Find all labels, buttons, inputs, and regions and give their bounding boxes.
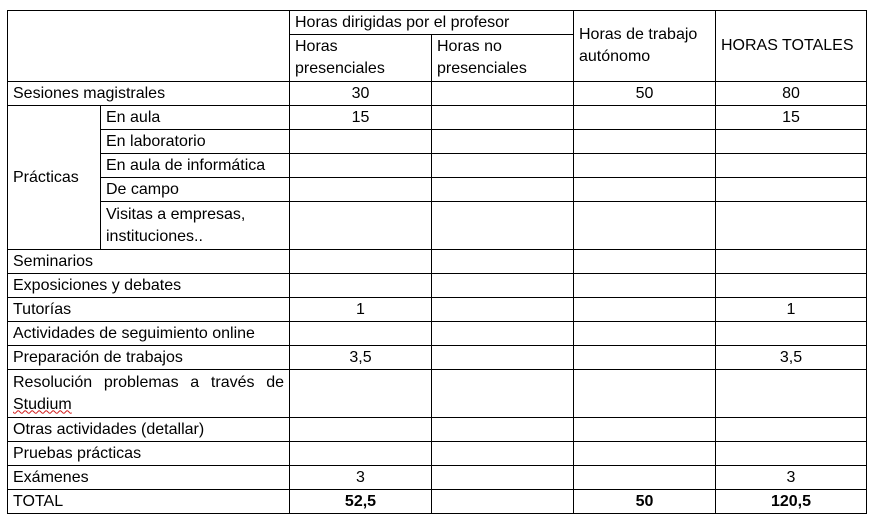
- cell-autonomo: [574, 250, 716, 274]
- cell-presenciales: [290, 370, 432, 418]
- table-row: [8, 298, 867, 322]
- cell-presenciales: [290, 418, 432, 442]
- cell-presenciales: 3,5: [290, 346, 432, 370]
- cell-presenciales: 3: [290, 466, 432, 490]
- table-row: [8, 346, 867, 370]
- cell-totales: 3,5: [716, 346, 867, 370]
- cell-no-presenciales: [432, 82, 574, 106]
- cell-autonomo: [574, 298, 716, 322]
- header-empty-cell: [8, 11, 290, 82]
- cell-autonomo: 50: [574, 82, 716, 106]
- cell-no-presenciales: [432, 418, 574, 442]
- cell-totales: 15: [716, 106, 867, 130]
- table-row: [8, 202, 867, 250]
- row-label: Otras actividades (detallar): [8, 418, 290, 442]
- cell-totales: [716, 178, 867, 202]
- row-label: En aula: [101, 106, 290, 130]
- row-label: Sesiones magistrales: [8, 82, 290, 106]
- cell-totales: [716, 370, 867, 418]
- cell-no-presenciales: [432, 298, 574, 322]
- row-label: Pruebas prácticas: [8, 442, 290, 466]
- cell-totales: [716, 274, 867, 298]
- row-label: Exámenes: [8, 466, 290, 490]
- cell-autonomo: [574, 442, 716, 466]
- cell-totales: 1: [716, 298, 867, 322]
- row-label: Visitas a empresas, instituciones..: [101, 202, 290, 250]
- cell-no-presenciales: [432, 322, 574, 346]
- header-presenciales: Horas presenciales: [290, 35, 432, 82]
- total-autonomo: 50: [574, 490, 716, 514]
- cell-autonomo: [574, 178, 716, 202]
- cell-totales: [716, 322, 867, 346]
- header-no-presenciales: Horas no presenciales: [432, 35, 574, 82]
- table-row: [8, 106, 867, 130]
- cell-autonomo: [574, 370, 716, 418]
- cell-totales: [716, 154, 867, 178]
- header-totales: HORAS TOTALES: [716, 11, 867, 82]
- cell-no-presenciales: [432, 130, 574, 154]
- total-no-presenciales: [432, 490, 574, 514]
- cell-no-presenciales: [432, 466, 574, 490]
- cell-no-presenciales: [432, 346, 574, 370]
- cell-autonomo: [574, 154, 716, 178]
- cell-presenciales: 30: [290, 82, 432, 106]
- cell-presenciales: [290, 154, 432, 178]
- cell-totales: [716, 130, 867, 154]
- cell-totales: [716, 250, 867, 274]
- cell-no-presenciales: [432, 106, 574, 130]
- cell-autonomo: [574, 274, 716, 298]
- row-label: De campo: [101, 178, 290, 202]
- cell-no-presenciales: [432, 442, 574, 466]
- cell-no-presenciales: [432, 154, 574, 178]
- hours-table: [7, 10, 867, 514]
- table-row: [8, 154, 867, 178]
- row-label: Tutorías: [8, 298, 290, 322]
- studium-word: Studium: [13, 395, 72, 413]
- table-row: [8, 130, 867, 154]
- cell-presenciales: 1: [290, 298, 432, 322]
- total-presenciales: 52,5: [290, 490, 432, 514]
- cell-autonomo: [574, 202, 716, 250]
- cell-presenciales: [290, 274, 432, 298]
- cell-autonomo: [574, 418, 716, 442]
- cell-totales: 80: [716, 82, 867, 106]
- row-label: [8, 370, 290, 418]
- cell-autonomo: [574, 322, 716, 346]
- cell-autonomo: [574, 466, 716, 490]
- cell-presenciales: [290, 178, 432, 202]
- cell-presenciales: 15: [290, 106, 432, 130]
- table-row: [8, 322, 867, 346]
- total-label: TOTAL: [8, 490, 290, 514]
- cell-no-presenciales: [432, 250, 574, 274]
- cell-no-presenciales: [432, 370, 574, 418]
- table-row: [8, 466, 867, 490]
- table-row: [8, 274, 867, 298]
- cell-no-presenciales: [432, 178, 574, 202]
- table-row: [8, 442, 867, 466]
- row-label: Exposiciones y debates: [8, 274, 290, 298]
- cell-autonomo: [574, 106, 716, 130]
- practicas-label: Prácticas: [8, 106, 101, 250]
- row-label: En aula de informática: [101, 154, 290, 178]
- table-row: [8, 370, 867, 418]
- total-row: [8, 490, 867, 514]
- cell-totales: [716, 202, 867, 250]
- header-autonomo: Horas de trabajo autónomo: [574, 11, 716, 82]
- cell-totales: 3: [716, 466, 867, 490]
- table-row: [8, 250, 867, 274]
- row-label-text: Resolución problemas a través de: [13, 373, 284, 391]
- header-dirigidas: Horas dirigidas por el profesor: [290, 11, 574, 35]
- cell-autonomo: [574, 346, 716, 370]
- row-label: Seminarios: [8, 250, 290, 274]
- cell-presenciales: [290, 130, 432, 154]
- cell-presenciales: [290, 202, 432, 250]
- cell-totales: [716, 442, 867, 466]
- table-row: [8, 82, 867, 106]
- cell-presenciales: [290, 250, 432, 274]
- cell-no-presenciales: [432, 274, 574, 298]
- total-totales: 120,5: [716, 490, 867, 514]
- cell-totales: [716, 418, 867, 442]
- cell-presenciales: [290, 322, 432, 346]
- row-label: En laboratorio: [101, 130, 290, 154]
- cell-no-presenciales: [432, 202, 574, 250]
- row-label: Actividades de seguimiento online: [8, 322, 290, 346]
- cell-presenciales: [290, 442, 432, 466]
- table-row: [8, 178, 867, 202]
- cell-autonomo: [574, 130, 716, 154]
- row-label: Preparación de trabajos: [8, 346, 290, 370]
- table-row: [8, 418, 867, 442]
